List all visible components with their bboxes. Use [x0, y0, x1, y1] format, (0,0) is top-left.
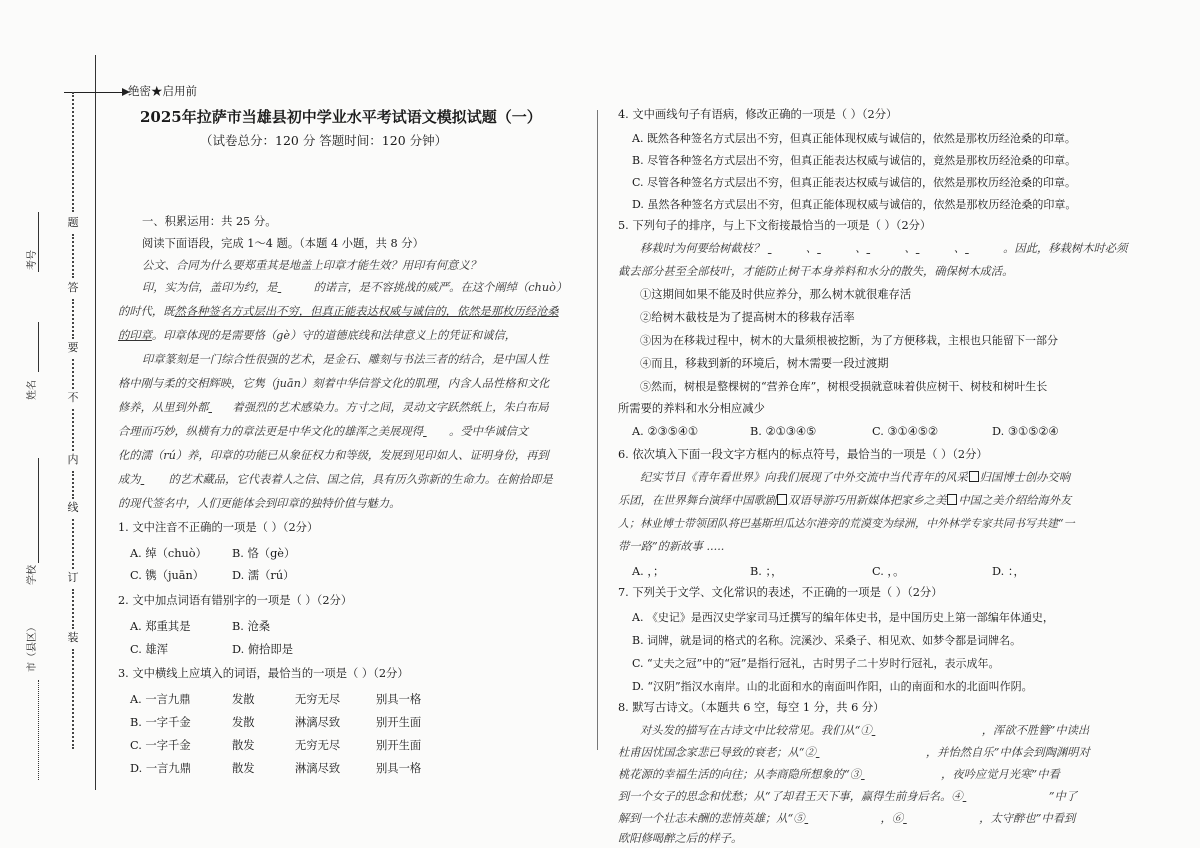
- dotted-line: [72, 92, 76, 212]
- seal-char: 装: [67, 631, 79, 644]
- exam-no-label: 考号: [27, 250, 38, 270]
- q1-option-c[interactable]: C. 镌（juān）: [130, 569, 205, 582]
- q8-line: [618, 768, 1060, 782]
- q5-stem-text: 移栽时为何要给树截枝？: [640, 242, 765, 255]
- question-5: 5. 下列句子的排序，与上下文衔接最恰当的一项是（ ）（2分）: [618, 219, 932, 232]
- q5-item-4: ④而且，移栽到新的环境后，树木需要一段过渡期: [640, 357, 889, 370]
- q3-cell: 无穷无尽: [295, 739, 341, 752]
- q8-line: [640, 724, 1089, 738]
- q8-text: 到一个女子的思念和忧愁；从“了却君王天下事，赢得生前身后名。④: [618, 790, 963, 803]
- q3-cell: 淋漓尽致: [295, 762, 341, 775]
- school-field[interactable]: [38, 458, 39, 563]
- q6-passage-line: [618, 494, 1071, 508]
- blank-2[interactable]: [208, 401, 232, 415]
- dotted-line: [72, 359, 76, 389]
- dotted-line: [72, 471, 76, 499]
- q6-text: 双语导游巧用新媒体把家乡之美: [788, 494, 947, 507]
- seal-line-margin: [68, 92, 84, 792]
- secret-mark: 绝密★启用前: [128, 84, 197, 98]
- county-label: 市（县区）: [27, 622, 38, 672]
- passage-text: 的诺言，是不容挑战的威严。在这个阐绰（chuò）: [313, 281, 568, 294]
- exam-no-field[interactable]: [38, 212, 39, 272]
- q8-line: [618, 746, 1090, 760]
- q3-cell: C. 一字千金: [130, 739, 191, 752]
- dotted-line: [72, 234, 76, 278]
- passage-text: 着强烈的艺术感染力。方寸之间，灵动文字跃然纸上，朱白布局: [232, 401, 549, 414]
- q8-blank-4[interactable]: [963, 790, 1049, 804]
- question-1: 1. 文中注音不正确的一项是（ ）（2分）: [118, 521, 319, 534]
- section-heading: 一、积累运用：共 25 分。: [142, 215, 277, 228]
- q5-option-d[interactable]: D. ③①⑤②④: [992, 425, 1059, 438]
- dotted-line: [72, 299, 76, 339]
- passage-line: [142, 281, 567, 295]
- q8-blank-5[interactable]: [805, 812, 881, 826]
- q6-text: 归国博士创办交响: [979, 471, 1071, 484]
- dotted-line: [72, 589, 76, 629]
- underlined-sentence: 然各种签名方式层出不穷，但真正能表达权威与诚信的，依然是那枚历经沧桑: [174, 305, 559, 318]
- passage-line: 公文、合同为什么要郑重其是地盖上印章才能生效？用印有何意义？: [142, 259, 481, 272]
- q4-option-b[interactable]: B. 尽管各种签名方式层出不穷，但真正能表达权威与诚信的，竟然是那枚历经沧桑的印章。: [632, 154, 1077, 167]
- passage-intro: 阅读下面语段，完成 1～4 题。（本题 4 小题，共 8 分）: [142, 237, 424, 250]
- question-8: 8. 默写古诗文。（本题共 6 空，每空 1 分，共 6 分）: [618, 701, 885, 714]
- q3-cell: B. 一字千金: [130, 716, 191, 729]
- q8-text: ”中了: [1048, 790, 1078, 803]
- passage-line: [118, 401, 549, 415]
- dotted-line: [72, 409, 76, 451]
- q7-option-c[interactable]: C. “丈夫之冠”中的“冠”是指行冠礼，古时男子二十岁时行冠礼，表示成年。: [632, 657, 1000, 670]
- question-4: 4. 文中画线句子有语病，修改正确的一项是（ ）（2分）: [618, 108, 898, 121]
- q2-option-b[interactable]: B. 沧桑: [232, 620, 271, 633]
- q8-text: ，太守醉也”中看到: [979, 812, 1076, 825]
- passage-text: 修养，从里到外都: [118, 401, 209, 414]
- passage-text: 合理而巧妙，纵横有力的章法更是中华文化的雄浑之美展现得: [118, 425, 424, 438]
- passage-line: [118, 473, 553, 487]
- q2-option-a[interactable]: A. 郑重其是: [130, 620, 191, 633]
- q3-cell: 发散: [232, 716, 255, 729]
- page-title: 2025年拉萨市当雄县初中学业水平考试语文模拟试题（一）: [140, 108, 542, 126]
- q6-option-d[interactable]: D. ：，: [992, 565, 1025, 578]
- name-label: 姓名: [27, 380, 38, 400]
- seal-char: 答: [67, 281, 79, 294]
- binding-line: [95, 55, 96, 790]
- underlined-sentence: 的印章: [118, 329, 152, 342]
- passage-text: 成为: [118, 473, 141, 486]
- passage-text: 。印章体现的是需要恪（gè）守的道德底线和法律意义上的凭证和诚信，: [151, 329, 517, 342]
- passage-line: [118, 425, 528, 439]
- q6-text: 中国之美介绍给海外友: [958, 494, 1072, 507]
- q8-text: ，并怡然自乐”中体会到陶渊明对: [925, 746, 1090, 759]
- punct-box-icon: [969, 471, 979, 482]
- passage-text: 。受中华诚信文: [449, 425, 529, 438]
- q5-item-5: ⑤然而，树根是整棵树的“营养仓库”，树根受损就意味着供应树干、树枝和树叶生长: [640, 380, 1048, 393]
- passage-line: 印章篆刻是一门综合性很强的艺术，是金石、雕刻与书法三者的结合，是中国人性: [142, 353, 549, 366]
- passage-line: 的现代签名中，人们更能体会到印章的独特价值与魅力。: [118, 497, 401, 510]
- q3-cell: 别开生面: [376, 739, 422, 752]
- question-6: 6. 依次填入下面一段文字方框内的标点符号，最恰当的一项是（ ）（2分）: [618, 448, 988, 461]
- q8-text: ，浑欲不胜簪”中读出: [981, 724, 1090, 737]
- q6-passage-line: [640, 471, 1070, 485]
- passage-text: 印，实为信，盖印为约，是: [142, 281, 278, 294]
- seal-char: 线: [67, 501, 79, 514]
- passage-line: [118, 329, 516, 343]
- passage-text: 的时代，既: [118, 305, 175, 318]
- blank-3[interactable]: [423, 425, 449, 439]
- q1-option-d[interactable]: D. 濡（rú）: [232, 569, 295, 582]
- column-divider: [597, 110, 598, 750]
- q7-option-a[interactable]: A. 《史记》是西汉史学家司马迁撰写的编年体史书，是中国历史上第一部编年体通史，: [632, 611, 1054, 624]
- passage-line: 化的濡（rú）养，印章的功能已从象征权力和等级，发展到见印如人、证明身份，再到: [118, 449, 549, 462]
- exam-meta: （试卷总分：120 分 答题时间：120 分钟）: [200, 133, 448, 148]
- q8-blank-1[interactable]: [872, 724, 982, 738]
- q8-line: 欧阳修喝醉之后的样子。: [618, 832, 743, 845]
- question-3: 3. 文中横线上应填入的词语，最恰当的一项是（ ）（2分）: [118, 667, 409, 680]
- q3-cell: 淋漓尽致: [295, 716, 341, 729]
- q8-blank-6[interactable]: [903, 812, 979, 826]
- blank-1[interactable]: [278, 281, 314, 295]
- q5-item-2: ②给树木截枝是为了提高树木的移栽存活率: [640, 311, 855, 324]
- punct-box-icon: [947, 494, 957, 505]
- q3-cell: A. 一言九鼎: [130, 693, 191, 706]
- q3-cell: 别具一格: [376, 693, 422, 706]
- q8-line: [618, 812, 1075, 826]
- q8-line: [618, 790, 1077, 804]
- q6-option-b[interactable]: B. ；，: [750, 565, 783, 578]
- q2-option-d[interactable]: D. 俯拾即是: [232, 643, 294, 656]
- q5-stem-text: 。因此，移栽树木时必须: [1003, 242, 1128, 255]
- q1-option-a[interactable]: A. 绰（chuò）: [130, 547, 207, 560]
- q1-option-b[interactable]: B. 恪（gè）: [232, 547, 296, 560]
- seal-char: 题: [67, 216, 79, 229]
- q8-blank-3[interactable]: [861, 768, 941, 782]
- q3-cell: D. 一言九鼎: [130, 762, 192, 775]
- passage-line: [118, 305, 559, 319]
- q4-option-d[interactable]: D. 虽然各种签名方式层出不穷，但真正能体现权威与诚信的，依然是那枚历经沧桑的印章。: [632, 198, 1077, 211]
- passage-line: 格中刚与柔的交相辉映，它隽（juān）刻着中华信誉文化的肌理，内含人品性格和文化: [118, 377, 550, 390]
- q5-item-1: ①这期间如果不能及时供应养分，那么树木就很难存活: [640, 288, 912, 301]
- q3-cell: 别具一格: [376, 762, 422, 775]
- q3-cell: 散发: [232, 762, 255, 775]
- q5-option-a[interactable]: A. ②③⑤④①: [632, 425, 698, 438]
- name-field[interactable]: [38, 322, 39, 372]
- seal-char: 要: [67, 341, 79, 354]
- question-2: 2. 文中加点词语有错别字的一项是（ ）（2分）: [118, 594, 353, 607]
- q3-cell: 无穷无尽: [295, 693, 341, 706]
- seal-char: 不: [67, 391, 79, 404]
- q4-option-c[interactable]: C. 尽管各种签名方式层出不穷，但真正能表达权威与诚信的，依然是那枚历经沧桑的印章。: [632, 176, 1077, 189]
- dotted-line: [72, 649, 76, 749]
- blank-4[interactable]: [141, 473, 169, 487]
- seal-char: 订: [67, 571, 79, 584]
- q5-item-5-cont: 所需要的养料和水分相应减少: [618, 402, 765, 415]
- q6-passage-line: 人；林业博士带领团队将巴基斯坦瓜达尔港旁的荒漠变为绿洲，中外林学专家共同书写共建“一: [618, 517, 1075, 530]
- county-field[interactable]: [38, 680, 40, 780]
- q6-option-a[interactable]: A. ，；: [632, 565, 665, 578]
- passage-text: 的艺术藏品，它代表着人之信、国之信，具有历久弥新的生命力。在俯拾即是: [168, 473, 553, 486]
- q6-option-c[interactable]: C. ，。: [872, 565, 905, 578]
- q8-blank-2[interactable]: [816, 746, 926, 760]
- question-7: 7. 下列关于文学、文化常识的表述，不正确的一项是（ ）（2分）: [618, 586, 943, 599]
- q5-item-3: ③因为在移栽过程中，树木的大量须根被挖断，为了方便移栽，主根也只能留下一部分: [640, 334, 1058, 347]
- q5-stem-line: 截去部分甚至全部枝叶，才能防止树干本身养料和水分的散失，确保树木成活。: [618, 265, 1014, 278]
- q6-text: 乐团，在世界舞台演绎中国歌剧: [618, 494, 777, 507]
- q2-option-c[interactable]: C. 雄浑: [130, 643, 169, 656]
- q7-option-b[interactable]: B. 词牌，就是词的格式的名称。浣溪沙、采桑子、相见欢、如梦令都是词牌名。: [632, 634, 1022, 647]
- q8-text: 对头发的描写在古诗文中比较常见。我们从“①: [640, 724, 872, 737]
- q6-text: 纪实节目《青年看世界》向我们展现了中外交流中当代青年的风采: [640, 471, 968, 484]
- q8-text: ，⑥: [880, 812, 904, 825]
- dotted-line: [72, 519, 76, 569]
- q5-option-b[interactable]: B. ②①③④⑤: [750, 425, 817, 438]
- school-label: 学校: [27, 565, 38, 585]
- q6-passage-line: 带一路”的新故事 .....: [618, 540, 725, 553]
- seal-char: 内: [67, 453, 79, 466]
- q5-option-c[interactable]: C. ③①④⑤②: [872, 425, 939, 438]
- q8-text: ，夜吟应觉月光寒”中看: [941, 768, 1060, 781]
- q3-cell: 别开生面: [376, 716, 422, 729]
- q5-stem-line: 移栽时为何要给树截枝？ 、 、 、 、 。因此，移栽树木时必须: [640, 242, 1128, 255]
- punct-box-icon: [777, 494, 787, 505]
- q8-text: 杜甫因忧国念家悲已导致的衰老；从“②: [618, 746, 816, 759]
- q3-cell: 散发: [232, 739, 255, 752]
- q3-cell: 发散: [232, 693, 255, 706]
- q8-text: 解到一个壮志未酬的悲情英雄；从“⑤: [618, 812, 805, 825]
- q7-option-d[interactable]: D. “汉阴”指汉水南岸。山的北面和水的南面叫作阳，山的南面和水的北面叫作阴。: [632, 680, 1033, 693]
- q4-option-a[interactable]: A. 既然各种签名方式层出不穷，但真正能体现权威与诚信的，依然是那枚历经沧桑的印章。: [632, 132, 1076, 145]
- q8-text: 桃花源的幸福生活的向往；从李商隐所想象的“③: [618, 768, 862, 781]
